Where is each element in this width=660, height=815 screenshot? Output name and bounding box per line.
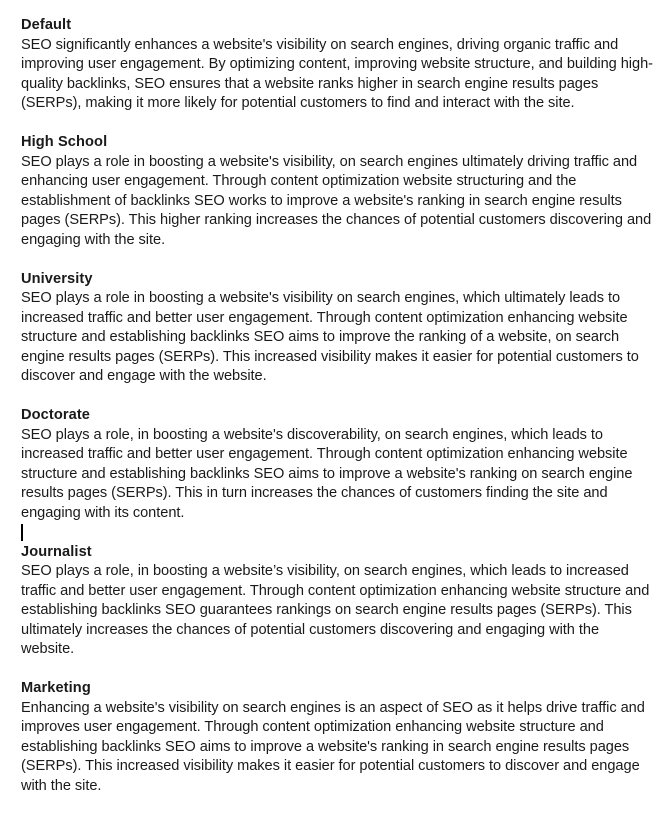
section-university: [21, 270, 653, 387]
section-heading: Default: [21, 17, 72, 33]
blank-line[interactable]: [21, 250, 653, 270]
section-paragraph[interactable]: Enhancing a website's visibility on search engines is an aspect of SEO as it helps drive traffic and improves user engagement. Through content optimization enhancing website structure and establishing backlinks SEO aims to improve a website's ranking in search engine results pages (SERPs). This increased visibility makes it easier for potential customers to discover and engage with the site.: [21, 699, 645, 794]
section-heading: High School: [21, 134, 108, 150]
blank-line[interactable]: [21, 660, 653, 680]
section-heading: Marketing: [21, 680, 91, 696]
section-default: [21, 16, 653, 114]
section-heading: University: [21, 270, 93, 287]
section-high-school: [21, 133, 653, 250]
section-doctorate: [21, 406, 653, 523]
section-paragraph[interactable]: SEO plays a role, in boosting a website’s visibility, on search engines, which leads to increased traffic and better user engagement. Through content optimization enhancing website structure and establishing backlinks SEO guarantees rankings on search engine results pages (SERPs). This ultimately increases the chances of potential customers discovering and engaging with the website.: [21, 563, 650, 657]
section-paragraph[interactable]: SEO plays a role, in boosting a website's discoverability, on search engines, which leads to increased traffic and better user engagement. Through content optimization enhancing website structure and establishing backlinks SEO aims to improve a website's ranking on search engine results pages (SERPs). This in turn increases the chances of customers finding the site and engaging with its content.: [21, 426, 633, 521]
text-cursor: [21, 524, 23, 541]
section-paragraph[interactable]: SEO plays a role in boosting a website's visibility, on search engines ultimately driving traffic and enhancing user engagement. Through content optimization website structuring and the establishment of backlinks SEO works to improve a website's ranking in search engine results pages (SERPs). This higher ranking increases the chances of potential customers discovering and engaging with the site.: [21, 153, 652, 248]
section-paragraph[interactable]: SEO plays a role in boosting a website's visibility on search engines, which ultimately leads to increased traffic and better user engagement. Through content optimization enhancing website structure and establishing backlinks SEO aims to improve the ranking of a website, on search engine results pages (SERPs). This increased visibility makes it easier for potential customers to discover and engage with the website.: [21, 290, 639, 384]
section-marketing: [21, 679, 653, 796]
section-journalist: [21, 543, 653, 660]
section-heading: Journalist: [21, 543, 92, 560]
blank-line[interactable]: [21, 387, 653, 407]
blank-line[interactable]: [21, 114, 653, 134]
section-heading: Doctorate: [21, 407, 91, 423]
section-paragraph[interactable]: SEO significantly enhances a website's visibility on search engines, driving organic traffic and improving user engagement. By optimizing content, improving website structure, and building high-quality backlinks, SEO ensures that a website ranks higher in search engine results pages (SERPs), making it more likely for potential customers to find and interact with the site.: [21, 36, 653, 111]
document-body[interactable]: [21, 16, 653, 796]
blank-line-with-caret[interactable]: [21, 523, 653, 543]
